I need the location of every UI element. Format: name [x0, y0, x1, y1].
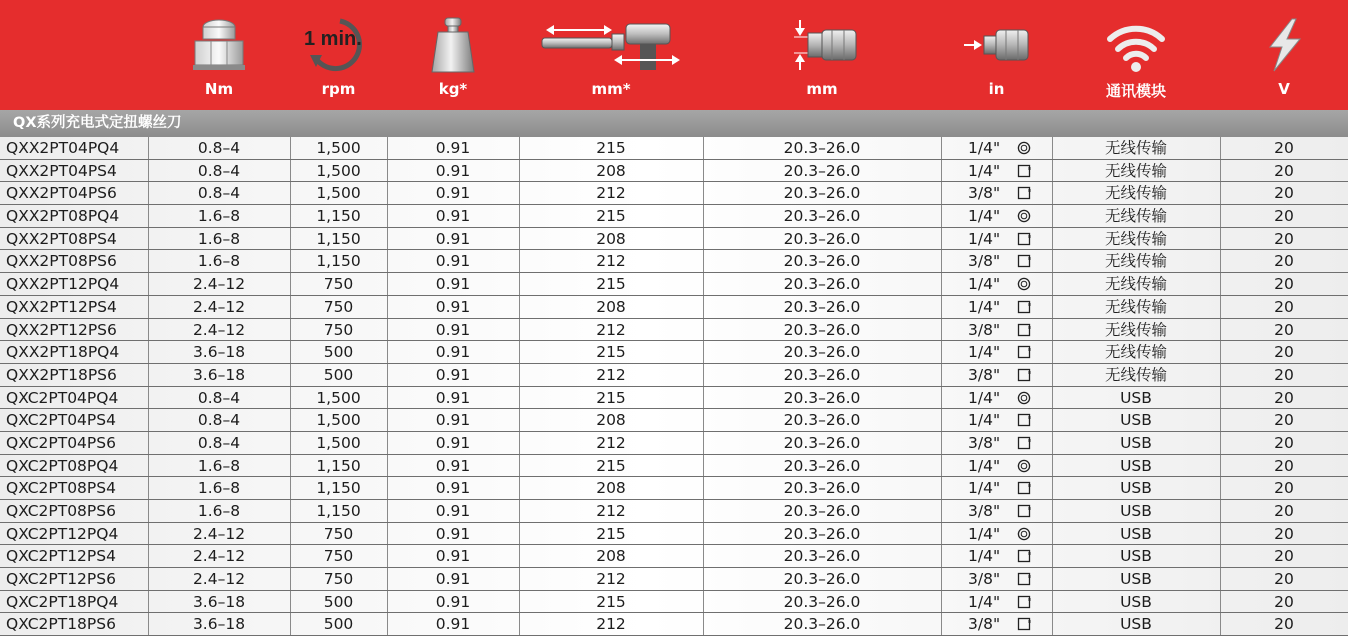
table-row: [0, 409, 1348, 432]
cell-drive: 3/8": [968, 184, 1001, 203]
cell-drive: 1/4": [968, 161, 1001, 180]
cell-torque: 2.4–12: [192, 570, 246, 589]
cell-length: 215: [596, 456, 626, 475]
cell-volt: 20: [1274, 615, 1294, 634]
cell-length: 215: [596, 592, 626, 611]
cell-rpm: 1,500: [316, 184, 361, 203]
cell-rpm: 1,500: [316, 411, 361, 430]
table-body: [0, 137, 1348, 636]
square-drive-icon: [1017, 503, 1031, 517]
cell-rpm: 1,150: [316, 207, 361, 226]
header-comm: [1052, 0, 1220, 110]
column-divider: [941, 160, 942, 182]
table-row: [0, 364, 1348, 387]
cell-torque: 1.6–8: [197, 456, 241, 475]
table-row: [0, 319, 1348, 342]
header-label: 通讯模块: [1105, 82, 1166, 100]
cell-weight: 0.91: [435, 139, 471, 157]
one-minute-icon: [290, 14, 387, 76]
quick-change-icon: [1017, 526, 1031, 540]
cell-volt: 20: [1274, 456, 1294, 475]
table-header: [0, 0, 1348, 110]
cell-rpm: 750: [323, 297, 354, 316]
cell-comm: 无线传输: [1104, 275, 1167, 294]
cell-model: QXC2PT04PS6: [6, 433, 116, 452]
table-row: [0, 341, 1348, 364]
cell-weight: 0.91: [435, 456, 471, 475]
quick-change-icon: [1017, 208, 1031, 222]
cell-model: QXC2PT12PS4: [6, 547, 116, 566]
header-volt: [1220, 0, 1348, 110]
cell-model: QXC2PT04PS4: [6, 411, 116, 430]
cell-torque: 2.4–12: [192, 547, 246, 566]
cell-model: QXX2PT08PS6: [6, 252, 117, 271]
square-drive-icon: [1017, 367, 1031, 381]
cell-weight: 0.91: [435, 524, 471, 543]
square-drive-icon: [1017, 548, 1031, 562]
cell-model: QXC2PT18PS6: [6, 615, 116, 634]
cell-rpm: 750: [323, 570, 354, 589]
cell-volt: 20: [1274, 570, 1294, 589]
cell-weight: 0.91: [435, 184, 471, 203]
cell-rpm: 1,150: [316, 456, 361, 475]
column-divider: [941, 273, 942, 295]
column-divider: [941, 409, 942, 431]
cell-weight: 0.91: [435, 343, 471, 362]
table-row: [0, 432, 1348, 455]
cell-length: 208: [596, 479, 626, 498]
column-divider: [941, 500, 942, 522]
chuck-range-icon: [703, 14, 941, 76]
cell-length: 215: [596, 343, 626, 362]
nut-icon: [148, 14, 290, 76]
cell-comm: 无线传输: [1104, 161, 1167, 180]
column-divider: [941, 182, 942, 204]
cell-length: 212: [596, 502, 626, 520]
cell-weight: 0.91: [435, 320, 471, 339]
cell-rpm: 1,150: [316, 502, 361, 520]
header-drive: [941, 0, 1052, 110]
cell-volt: 20: [1274, 184, 1294, 203]
column-divider: [941, 545, 942, 567]
table-row: [0, 523, 1348, 546]
column-divider: [941, 137, 942, 159]
cell-drive: 1/4": [968, 275, 1001, 294]
header-rpm: [290, 0, 387, 110]
header-label: mm*: [591, 80, 631, 98]
cell-rpm: 500: [323, 343, 354, 362]
cell-length: 208: [596, 229, 626, 248]
cell-rpm: 1,500: [316, 433, 361, 452]
cell-drive: 3/8": [968, 570, 1001, 589]
square-drive-icon: [1017, 412, 1031, 426]
column-divider: [941, 364, 942, 386]
one-minute-text: 1 min.: [303, 28, 362, 50]
cell-volt: 20: [1274, 252, 1294, 271]
cell-rpm: 750: [323, 547, 354, 566]
cell-weight: 0.91: [435, 411, 471, 430]
cell-volt: 20: [1274, 343, 1294, 362]
cell-model: QXC2PT08PS4: [6, 479, 116, 498]
cell-torque: 0.8–4: [197, 184, 241, 203]
cell-range: 20.3–26.0: [783, 275, 861, 294]
square-drive-icon: [1017, 616, 1031, 630]
cell-comm: USB: [1120, 388, 1152, 407]
cell-model: QXC2PT08PQ4: [6, 456, 119, 475]
cell-length: 212: [596, 570, 626, 589]
table-row: [0, 273, 1348, 296]
cell-weight: 0.91: [435, 433, 471, 452]
cell-rpm: 500: [323, 615, 354, 634]
cell-range: 20.3–26.0: [783, 139, 861, 157]
square-drive-icon: [1017, 231, 1031, 245]
header-weight: [387, 0, 519, 110]
table-row: [0, 205, 1348, 228]
cell-torque: 1.6–8: [197, 207, 241, 226]
cell-comm: 无线传输: [1104, 297, 1167, 316]
cell-volt: 20: [1274, 207, 1294, 226]
table-row: [0, 455, 1348, 478]
cell-length: 208: [596, 161, 626, 180]
column-divider: [941, 319, 942, 341]
cell-drive: 1/4": [968, 479, 1001, 498]
cell-model: QXC2PT12PQ4: [6, 524, 119, 543]
cell-torque: 2.4–12: [192, 320, 246, 339]
cell-drive: 3/8": [968, 252, 1001, 271]
cell-range: 20.3–26.0: [783, 433, 861, 452]
cell-range: 20.3–26.0: [783, 524, 861, 543]
cell-comm: 无线传输: [1104, 184, 1167, 203]
cell-rpm: 500: [323, 365, 354, 384]
header-torque: [148, 0, 290, 110]
cell-length: 212: [596, 184, 626, 203]
header-range: [703, 0, 941, 110]
cell-comm: USB: [1120, 502, 1152, 520]
cell-torque: 0.8–4: [197, 411, 241, 430]
cell-weight: 0.91: [435, 207, 471, 226]
cell-comm: USB: [1120, 592, 1152, 611]
square-drive-icon: [1017, 185, 1031, 199]
cell-length: 215: [596, 275, 626, 294]
column-divider: [941, 455, 942, 477]
column-divider: [941, 613, 942, 635]
cell-torque: 0.8–4: [197, 161, 241, 180]
cell-comm: 无线传输: [1104, 320, 1167, 339]
cell-length: 215: [596, 524, 626, 543]
cell-torque: 3.6–18: [192, 365, 246, 384]
cell-drive: 3/8": [968, 502, 1001, 520]
cell-torque: 1.6–8: [197, 502, 241, 520]
square-drive-icon: [1017, 253, 1031, 267]
cell-range: 20.3–26.0: [783, 615, 861, 634]
header-label: V: [1278, 80, 1290, 98]
cell-length: 212: [596, 320, 626, 339]
cell-drive: 3/8": [968, 365, 1001, 384]
cell-length: 215: [596, 139, 626, 157]
cell-torque: 2.4–12: [192, 275, 246, 294]
cell-volt: 20: [1274, 411, 1294, 430]
column-divider: [941, 477, 942, 499]
cell-model: QXX2PT12PS4: [6, 297, 117, 316]
lightning-icon: [1220, 14, 1348, 76]
header-label: mm: [806, 80, 838, 98]
cell-length: 215: [596, 207, 626, 226]
cell-comm: 无线传输: [1104, 365, 1167, 384]
cell-torque: 3.6–18: [192, 592, 246, 611]
cell-comm: 无线传输: [1104, 343, 1167, 362]
square-drive-icon: [1017, 163, 1031, 177]
column-divider: [941, 341, 942, 363]
cell-drive: 1/4": [968, 524, 1001, 543]
cell-range: 20.3–26.0: [783, 592, 861, 611]
cell-rpm: 1,500: [316, 388, 361, 407]
square-drive-icon: [1017, 571, 1031, 585]
cell-range: 20.3–26.0: [783, 411, 861, 430]
cell-rpm: 1,500: [316, 161, 361, 180]
square-drive-icon: [1017, 594, 1031, 608]
cell-volt: 20: [1274, 547, 1294, 566]
header-label: in: [988, 80, 1005, 98]
cell-torque: 1.6–8: [197, 229, 241, 248]
square-drive-icon: [1017, 344, 1031, 358]
cell-rpm: 1,150: [316, 479, 361, 498]
cell-model: QXX2PT08PS4: [6, 229, 117, 248]
cell-model: QXX2PT18PQ4: [6, 343, 120, 362]
cell-volt: 20: [1274, 275, 1294, 294]
cell-volt: 20: [1274, 479, 1294, 498]
cell-rpm: 1,150: [316, 252, 361, 271]
cell-volt: 20: [1274, 139, 1294, 157]
cell-torque: 0.8–4: [197, 433, 241, 452]
cell-range: 20.3–26.0: [783, 547, 861, 566]
cell-length: 215: [596, 388, 626, 407]
cell-rpm: 1,500: [316, 139, 361, 157]
cell-volt: 20: [1274, 297, 1294, 316]
cell-weight: 0.91: [435, 297, 471, 316]
header-label: rpm: [321, 80, 356, 98]
cell-torque: 3.6–18: [192, 615, 246, 634]
cell-range: 20.3–26.0: [783, 456, 861, 475]
cell-length: 208: [596, 297, 626, 316]
cell-torque: 0.8–4: [197, 139, 241, 157]
cell-torque: 0.8–4: [197, 388, 241, 407]
cell-model: QXC2PT08PS6: [6, 502, 116, 520]
drive-icon: [941, 14, 1052, 76]
cell-volt: 20: [1274, 502, 1294, 520]
cell-drive: 1/4": [968, 297, 1001, 316]
cell-weight: 0.91: [435, 547, 471, 566]
column-divider: [941, 205, 942, 227]
cell-rpm: 500: [323, 592, 354, 611]
cell-rpm: 1,150: [316, 229, 361, 248]
cell-comm: USB: [1120, 547, 1152, 566]
cell-length: 212: [596, 252, 626, 271]
cell-drive: 1/4": [968, 547, 1001, 566]
table-row: [0, 591, 1348, 614]
cell-drive: 1/4": [968, 229, 1001, 248]
header-label: kg*: [438, 80, 468, 98]
header-label: Nm: [204, 80, 234, 98]
square-drive-icon: [1017, 299, 1031, 313]
tool-length-icon: [519, 14, 703, 76]
cell-weight: 0.91: [435, 570, 471, 589]
column-divider: [941, 568, 942, 590]
cell-range: 20.3–26.0: [783, 388, 861, 407]
cell-comm: 无线传输: [1104, 207, 1167, 226]
quick-change-icon: [1017, 276, 1031, 290]
table-row: [0, 182, 1348, 205]
cell-range: 20.3–26.0: [783, 343, 861, 362]
table-row: [0, 500, 1348, 523]
table-row: [0, 545, 1348, 568]
cell-torque: 1.6–8: [197, 252, 241, 271]
cell-range: 20.3–26.0: [783, 229, 861, 248]
cell-drive: 1/4": [968, 592, 1001, 611]
cell-range: 20.3–26.0: [783, 320, 861, 339]
cell-model: QXC2PT12PS6: [6, 570, 116, 589]
cell-torque: 3.6–18: [192, 343, 246, 362]
quick-change-icon: [1017, 140, 1031, 154]
column-divider: [941, 296, 942, 318]
cell-drive: 1/4": [968, 139, 1001, 157]
cell-range: 20.3–26.0: [783, 570, 861, 589]
cell-model: QXC2PT04PQ4: [6, 388, 119, 407]
cell-volt: 20: [1274, 592, 1294, 611]
cell-weight: 0.91: [435, 388, 471, 407]
cell-rpm: 750: [323, 524, 354, 543]
cell-comm: USB: [1120, 411, 1152, 430]
cell-length: 212: [596, 433, 626, 452]
cell-weight: 0.91: [435, 479, 471, 498]
cell-rpm: 750: [323, 320, 354, 339]
cell-model: QXC2PT18PQ4: [6, 592, 119, 611]
cell-model: QXX2PT12PQ4: [6, 275, 120, 294]
cell-weight: 0.91: [435, 502, 471, 520]
column-divider: [941, 432, 942, 454]
table-row: [0, 228, 1348, 251]
cell-length: 212: [596, 365, 626, 384]
cell-volt: 20: [1274, 388, 1294, 407]
column-divider: [941, 387, 942, 409]
cell-weight: 0.91: [435, 615, 471, 634]
cell-range: 20.3–26.0: [783, 207, 861, 226]
cell-torque: 2.4–12: [192, 297, 246, 316]
square-drive-icon: [1017, 322, 1031, 336]
cell-volt: 20: [1274, 229, 1294, 248]
cell-volt: 20: [1274, 161, 1294, 180]
square-drive-icon: [1017, 480, 1031, 494]
cell-drive: 1/4": [968, 411, 1001, 430]
square-drive-icon: [1017, 435, 1031, 449]
section-title: QX系列充电式定扭螺丝刀: [0, 110, 1348, 137]
column-divider: [941, 523, 942, 545]
cell-comm: USB: [1120, 433, 1152, 452]
cell-torque: 2.4–12: [192, 524, 246, 543]
cell-comm: USB: [1120, 570, 1152, 589]
cell-range: 20.3–26.0: [783, 502, 861, 520]
cell-weight: 0.91: [435, 252, 471, 271]
cell-drive: 3/8": [968, 433, 1001, 452]
cell-torque: 1.6–8: [197, 479, 241, 498]
table-row: [0, 613, 1348, 636]
cell-comm: 无线传输: [1104, 139, 1167, 157]
column-divider: [941, 250, 942, 272]
header-length: [519, 0, 703, 110]
cell-range: 20.3–26.0: [783, 161, 861, 180]
column-divider: [941, 228, 942, 250]
cell-comm: USB: [1120, 615, 1152, 634]
table-row: [0, 250, 1348, 273]
cell-volt: 20: [1274, 365, 1294, 384]
cell-weight: 0.91: [435, 161, 471, 180]
cell-weight: 0.91: [435, 592, 471, 611]
cell-model: QXX2PT04PQ4: [6, 139, 120, 157]
table-row: [0, 160, 1348, 183]
cell-comm: USB: [1120, 479, 1152, 498]
cell-drive: 1/4": [968, 343, 1001, 362]
cell-volt: 20: [1274, 524, 1294, 543]
cell-length: 212: [596, 615, 626, 634]
cell-model: QXX2PT08PQ4: [6, 207, 120, 226]
cell-weight: 0.91: [435, 229, 471, 248]
cell-model: QXX2PT12PS6: [6, 320, 117, 339]
cell-comm: 无线传输: [1104, 252, 1167, 271]
table-row: [0, 137, 1348, 160]
quick-change-icon: [1017, 390, 1031, 404]
cell-range: 20.3–26.0: [783, 252, 861, 271]
cell-model: QXX2PT04PS6: [6, 184, 117, 203]
cell-drive: 1/4": [968, 388, 1001, 407]
table-row: [0, 477, 1348, 500]
cell-range: 20.3–26.0: [783, 184, 861, 203]
cell-model: QXX2PT18PS6: [6, 365, 117, 384]
cell-volt: 20: [1274, 433, 1294, 452]
cell-range: 20.3–26.0: [783, 365, 861, 384]
cell-drive: 1/4": [968, 456, 1001, 475]
cell-drive: 3/8": [968, 320, 1001, 339]
cell-weight: 0.91: [435, 365, 471, 384]
cell-drive: 3/8": [968, 615, 1001, 634]
cell-rpm: 750: [323, 275, 354, 294]
cell-range: 20.3–26.0: [783, 479, 861, 498]
weight-icon: [387, 14, 519, 76]
cell-comm: 无线传输: [1104, 229, 1167, 248]
cell-length: 208: [596, 547, 626, 566]
table-row: [0, 296, 1348, 319]
wifi-icon: [1052, 14, 1220, 76]
cell-comm: USB: [1120, 456, 1152, 475]
table-row: [0, 387, 1348, 410]
table-row: [0, 568, 1348, 591]
quick-change-icon: [1017, 458, 1031, 472]
cell-weight: 0.91: [435, 275, 471, 294]
cell-drive: 1/4": [968, 207, 1001, 226]
cell-length: 208: [596, 411, 626, 430]
cell-range: 20.3–26.0: [783, 297, 861, 316]
column-divider: [941, 591, 942, 613]
cell-model: QXX2PT04PS4: [6, 161, 117, 180]
cell-volt: 20: [1274, 320, 1294, 339]
cell-comm: USB: [1120, 524, 1152, 543]
